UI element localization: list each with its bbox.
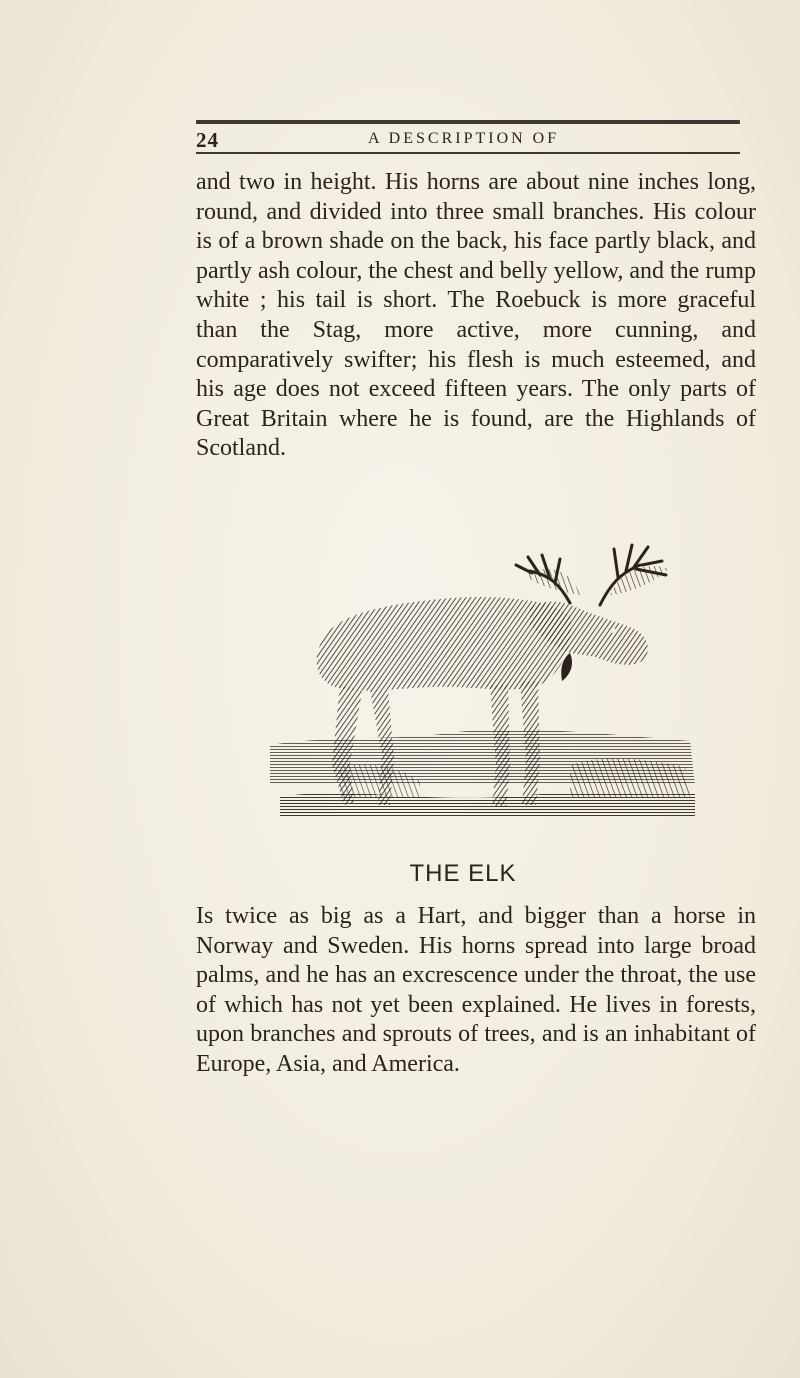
paragraph-roebuck: and two in height. His horns are about nine inches long, round, and divided into three small branches. His colour is of a brown shade on the back, his face partly black, and partly ash colour, the chest and belly yellow, and the rump white ; his tail is short. The Roebuck is more graceful than the Stag, more active, more cunning, and comparatively swifter; his flesh is much esteemed, and his age does not exceed fifteen years. The only parts of Great Britain where he is found, are the Highlands of Scotland. xyxy=(196,169,756,462)
page-number: 24 xyxy=(196,128,219,152)
illustration-caption: THE ELK xyxy=(409,860,517,887)
elk-woodcut-illustration xyxy=(270,535,700,835)
header-rule-bottom xyxy=(196,152,740,154)
paragraph-elk: Is twice as big as a Hart, and bigger than a horse in Norway and Sweden. His horns spread into large broad palms, and he has an excrescence under the throat, the use of which has not yet been explained. He lives in forests, upon branches and sprouts of trees, and is an inhabitant of Europe, Asia, and America. xyxy=(196,903,756,1077)
body-text-bottom xyxy=(196,902,756,1080)
page-header xyxy=(196,128,740,150)
running-title: A DESCRIPTION OF xyxy=(368,130,560,147)
header-rule-top xyxy=(196,120,740,124)
body-text-top xyxy=(196,168,756,464)
